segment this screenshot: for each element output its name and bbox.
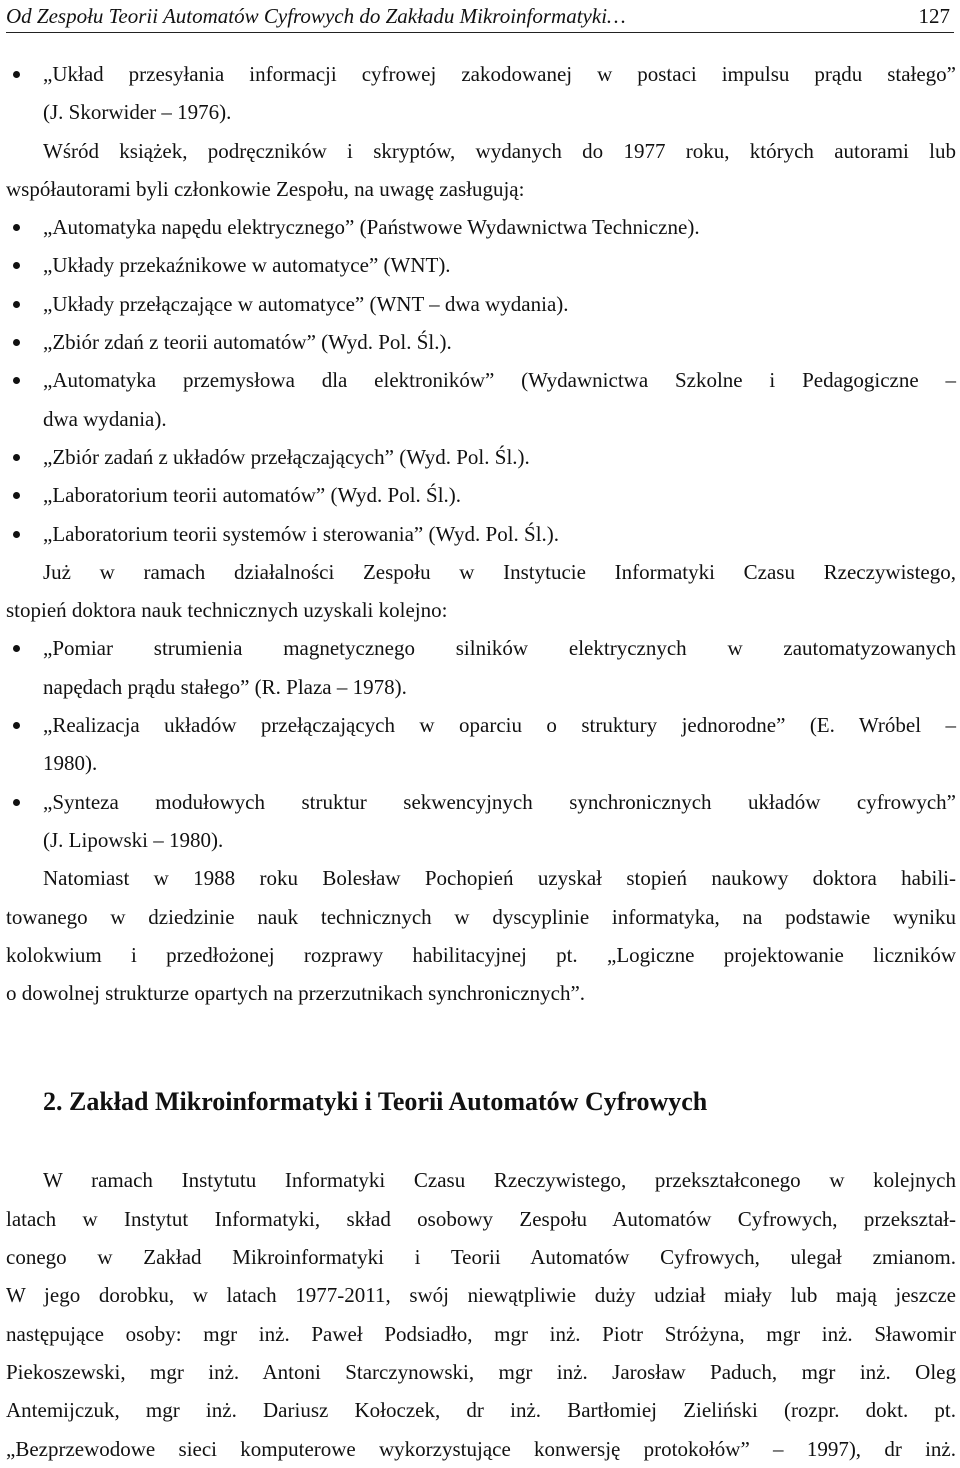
- page-header: [6, 2, 954, 33]
- paragraph-line: W jego dorobku, w latach 1977-2011, swój niewątpliwie duży udział miały lub mają jeszcze: [6, 1283, 956, 1308]
- paragraph-line: latach w Instytut Informatyki, skład osobowy Zespołu Automatów Cyfrowych, przekształ-: [6, 1206, 956, 1231]
- list-item-continuation: 1980).: [43, 751, 98, 776]
- list-item: „Laboratorium teorii systemów i sterowania” (Wyd. Pol. Śl.).: [0, 515, 960, 553]
- bullet-icon: [13, 722, 20, 729]
- list-item: „Synteza modułowych struktur sekwencyjnych synchronicznych układów cyfrowych”: [0, 783, 960, 821]
- bullet-icon: [13, 492, 20, 499]
- list-item: „Zbiór zadań z układów przełączających” (Wyd. Pol. Śl.).: [0, 438, 960, 476]
- page-number: 127: [918, 4, 950, 28]
- list-item: „Realizacja układów przełączających w oparciu o struktury jednorodne” (E. Wróbel –: [0, 706, 960, 744]
- bullet-icon: [13, 71, 20, 78]
- paragraph-line: Już w ramach działalności Zespołu w Instytucie Informatyki Czasu Rzeczywistego,: [43, 559, 956, 584]
- spacer: [0, 1012, 960, 1080]
- paragraph-line: kolokwium i przedłożonej rozprawy habilitacyjnej pt. „Logiczne projektowanie liczników: [6, 942, 956, 967]
- list-item: „Układy przekaźnikowe w automatyce” (WNT).: [0, 246, 960, 284]
- paragraph-line: „Bezprzewodowe sieci komputerowe wykorzystujące konwersję protokołów” – 1997), dr inż.: [6, 1436, 956, 1461]
- list-item-continuation: napędach prądu stałego” (R. Plaza – 1978).: [43, 674, 407, 699]
- paragraph-line: współautorami byli członkowie Zespołu, na uwagę zasługują:: [6, 176, 525, 201]
- bullet-icon: [13, 301, 20, 308]
- bullet-icon: [13, 224, 20, 231]
- list-item-continuation: dwa wydania).: [43, 406, 167, 431]
- list-item: „Laboratorium teorii automatów” (Wyd. Pol. Śl.).: [0, 476, 960, 514]
- list-item-continuation: (J. Skorwider – 1976).: [43, 100, 232, 125]
- list-item: „Automatyka napędu elektrycznego” (Państwowe Wydawnictwa Techniczne).: [0, 208, 960, 246]
- list-item: „Układy przełączające w automatyce” (WNT – dwa wydania).: [0, 285, 960, 323]
- bullet-icon: [13, 531, 20, 538]
- bullet-icon: [13, 454, 20, 461]
- list-item: „Pomiar strumienia magnetycznego silników elektrycznych w zautomatyzowanych: [0, 629, 960, 667]
- list-item: „Zbiór zdań z teorii automatów” (Wyd. Pol. Śl.).: [0, 323, 960, 361]
- page-body: [0, 55, 960, 1468]
- paragraph-line: W ramach Instytutu Informatyki Czasu Rzeczywistego, przekształconego w kolejnych: [43, 1168, 956, 1193]
- paragraph-line: następujące osoby: mgr inż. Paweł Podsiadło, mgr inż. Piotr Stróżyna, mgr inż. Sławomir: [6, 1321, 956, 1346]
- bullet-icon: [13, 645, 20, 652]
- paragraph-line: Piekoszewski, mgr inż. Antoni Starczynowski, mgr inż. Jarosław Paduch, mgr inż. Oleg: [6, 1359, 956, 1384]
- bullet-icon: [13, 262, 20, 269]
- paragraph-line: conego w Zakład Mikroinformatyki i Teorii Automatów Cyfrowych, ulegał zmianom.: [6, 1245, 956, 1270]
- list-item: „Automatyka przemysłowa dla elektroników” (Wydawnictwa Szkolne i Pedagogiczne –: [0, 361, 960, 399]
- list-item: „Układ przesyłania informacji cyfrowej zakodowanej w postaci impulsu prądu stałego”: [0, 55, 960, 93]
- bullet-icon: [13, 339, 20, 346]
- paragraph-line: stopień doktora nauk technicznych uzyskali kolejno:: [6, 598, 448, 623]
- paragraph-line: Natomiast w 1988 roku Bolesław Pochopień uzyskał stopień naukowy doktora habili-: [43, 866, 956, 891]
- bullet-icon: [13, 377, 20, 384]
- section-heading: 2. Zakład Mikroinformatyki i Teorii Automatów Cyfrowych: [43, 1087, 708, 1117]
- paragraph-line: Wśród książek, podręczników i skryptów, wydanych do 1977 roku, których autorami lub: [43, 138, 956, 163]
- running-title: Od Zespołu Teorii Automatów Cyfrowych do Zakładu Mikroinformatyki…: [6, 4, 626, 28]
- paragraph-line: o dowolnej strukturze opartych na przerzutnikach synchronicznych”.: [6, 981, 586, 1006]
- list-item-continuation: (J. Lipowski – 1980).: [43, 827, 224, 852]
- spacer: [0, 1124, 960, 1161]
- paragraph-line: towanego w dziedzinie nauk technicznych w dyscyplinie informatyka, na podstawie wyniku: [6, 904, 956, 929]
- paragraph-line: Antemijczuk, mgr inż. Dariusz Kołoczek, dr inż. Bartłomiej Zieliński (rozpr. dokt. pt.: [6, 1398, 956, 1423]
- bullet-icon: [13, 799, 20, 806]
